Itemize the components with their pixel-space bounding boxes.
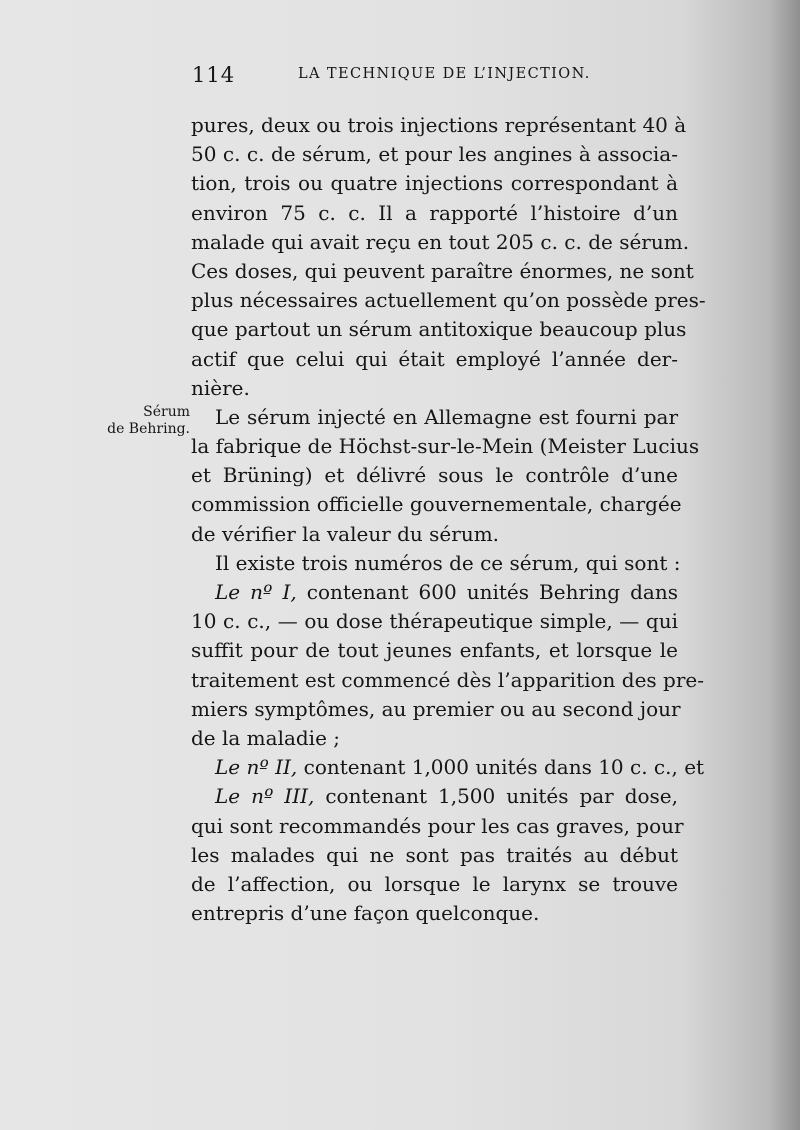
body-text xyxy=(191,111,706,928)
text-line: Il existe trois numéros de ce sérum, qui sont : xyxy=(215,550,681,575)
text-line: Le nº II, contenant 1,000 unités dans 10 c. c., et xyxy=(215,755,705,780)
text-line: que partout un sérum antitoxique beaucoup plus xyxy=(191,317,687,342)
text-line: 10 c. c., — ou dose thérapeutique simple, — qui xyxy=(191,609,678,634)
page-number: 114 xyxy=(192,63,236,87)
text-line: suffit pour de tout jeunes enfants, et lorsque le xyxy=(191,638,678,663)
text-line: traitement est commencé dès l’apparition des pre- xyxy=(191,667,704,692)
margin-note-line: Sérum xyxy=(143,404,190,420)
margin-note-line: de Behring. xyxy=(107,421,190,437)
text-line: la fabrique de Höchst-sur-le-Mein (Meister Lucius xyxy=(191,434,700,459)
text-line: Le nº III, contenant 1,500 unités par dose, xyxy=(215,784,678,809)
text-line: et Brüning) et délivré sous le contrôle d’une xyxy=(191,463,678,488)
text-line: de la maladie ; xyxy=(191,725,341,750)
running-title: LA TECHNIQUE DE L’INJECTION. xyxy=(298,66,591,82)
text-line: malade qui avait reçu en tout 205 c. c. de sérum. xyxy=(191,229,690,254)
text-line: commission officielle gouvernementale, chargée xyxy=(191,492,682,517)
text-line: Ces doses, qui peuvent paraître énormes, ne sont xyxy=(191,258,694,283)
text-line: tion, trois ou quatre injections correspondant à xyxy=(191,171,678,196)
text-line: de vérifier la valeur du sérum. xyxy=(191,521,500,546)
margin-note xyxy=(78,404,190,438)
text-line: les malades qui ne sont pas traités au début xyxy=(191,842,678,867)
text-line: nière. xyxy=(191,375,250,400)
text-line: de l’affection, ou lorsque le larynx se trouve xyxy=(191,871,678,896)
text-line: plus nécessaires actuellement qu’on possède pres- xyxy=(191,288,706,313)
text-line: qui sont recommandés pour les cas graves, pour xyxy=(191,813,684,838)
text-line: Le sérum injecté en Allemagne est fourni par xyxy=(215,404,678,429)
text-line: environ 75 c. c. Il a rapporté l’histoire d’un xyxy=(191,200,678,225)
text-line: miers symptômes, au premier ou au second jour xyxy=(191,696,681,721)
text-line: 50 c. c. de sérum, et pour les angines à associa- xyxy=(191,142,678,167)
text-line: actif que celui qui était employé l’année der- xyxy=(191,346,678,371)
text-line: Le nº I, contenant 600 unités Behring dans xyxy=(215,580,679,604)
text-line: pures, deux ou trois injections représentant 40 à xyxy=(191,113,687,137)
text-line: entrepris d’une façon quelconque. xyxy=(191,901,540,926)
